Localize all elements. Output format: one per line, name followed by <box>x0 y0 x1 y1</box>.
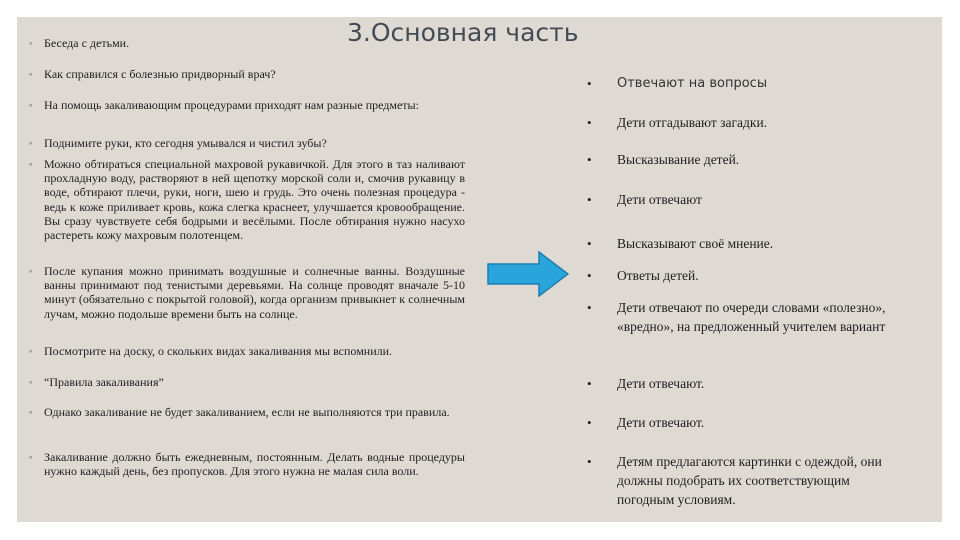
right-item-text: Дети отвечают по очереди словами «полезно», «вредно», на предложенный учителем вариант <box>617 300 886 334</box>
left-item-text: “Правила закаливания” <box>44 375 164 389</box>
right-column-list <box>587 17 927 522</box>
left-item-text: Закаливание должно быть ежедневным, постоянным. Делать водные процедуры нужно каждый день, без пропусков. Для этого нужна не малая сила воли. <box>44 450 465 479</box>
slide-title: 3.Основная часть <box>347 18 579 47</box>
left-item-text: После купания можно принимать воздушные и солнечные ванны. Воздушные ванны принимают под тенистыми деревьями. На солнце проводят вначале 5-10 минут (обязательно с покрытой головой), когда организм привыкнет к солнечным лучам, можно подольше времени быть на солнце. <box>44 264 465 321</box>
dot-bullet-icon: • <box>587 268 592 283</box>
right-list-item <box>587 150 907 169</box>
circle-bullet-icon: ◦ <box>29 100 33 110</box>
right-item-text: Высказывают своё мнение. <box>617 236 774 251</box>
right-list-item <box>587 234 907 253</box>
left-list-item <box>29 264 465 321</box>
right-item-text: Отвечают на вопросы <box>617 76 768 91</box>
circle-bullet-icon: ◦ <box>29 346 33 356</box>
right-list-item <box>587 113 907 132</box>
right-list-item <box>587 452 907 509</box>
left-column-list <box>17 17 517 522</box>
right-item-text: Ответы детей. <box>617 268 699 283</box>
right-item-text: Дети отгадывают загадки. <box>617 115 768 130</box>
dot-bullet-icon: • <box>587 236 592 251</box>
left-item-text: Посмотрите на доску, о скольких видах закаливания мы вспомнили. <box>44 344 393 358</box>
dot-bullet-icon: • <box>587 300 592 315</box>
left-item-text: Однако закаливание не будет закаливанием, если не выполняются три правила. <box>44 405 450 419</box>
circle-bullet-icon: ◦ <box>29 138 33 148</box>
right-item-text: Детям предлагаются картинки с одеждой, они должны подобрать их соответствующим погодным условиям. <box>617 454 882 507</box>
right-list-item <box>587 74 907 93</box>
circle-bullet-icon: ◦ <box>29 69 33 79</box>
right-list-item <box>587 190 907 209</box>
circle-bullet-icon: ◦ <box>29 407 33 417</box>
left-item-text: Беседа с детьми. <box>44 36 130 50</box>
left-item-text: Как справился с болезнью придворный врач? <box>44 67 276 81</box>
right-list-item <box>587 298 907 336</box>
right-item-text: Дети отвечают. <box>617 415 705 430</box>
dot-bullet-icon: • <box>587 152 592 167</box>
left-item-text: Поднимите руки, кто сегодня умывался и чистил зубы? <box>44 136 327 150</box>
right-list-item <box>587 374 907 393</box>
right-item-text: Дети отвечают. <box>617 376 705 391</box>
dot-bullet-icon: • <box>587 454 592 469</box>
circle-bullet-icon: ◦ <box>29 159 33 169</box>
right-list-item <box>587 266 907 285</box>
dot-bullet-icon: • <box>587 376 592 391</box>
slide <box>17 17 942 522</box>
left-list-item <box>29 157 465 242</box>
left-list-item <box>29 405 465 419</box>
left-list-item <box>29 67 465 81</box>
left-list-item <box>29 344 465 358</box>
dot-bullet-icon: • <box>587 115 592 130</box>
right-list-item <box>587 413 907 432</box>
right-item-text: Высказывание детей. <box>617 152 740 167</box>
right-arrow-icon <box>487 251 569 297</box>
circle-bullet-icon: ◦ <box>29 266 33 276</box>
dot-bullet-icon: • <box>587 192 592 207</box>
left-item-text: Можно обтираться специальной махровой рукавичкой. Для этого в таз наливают прохладную воду, растворяют в ней щепотку морской соли и, смочив рукавицу в воде, обтирают плечи, руки, ноги, шею и грудь. Это очень полезная процедура - ведь к коже приливает кровь, кожа слегка краснеет, улучшается кровообращение. Вы сразу чувствуете себя бодрыми и весёлыми. После обтирания нужно насухо растереть кожу махровым полотенцем. <box>44 157 465 243</box>
circle-bullet-icon: ◦ <box>29 452 33 462</box>
left-item-text: На помощь закаливающим процедурами приходят нам разные предметы: <box>44 98 419 112</box>
dot-bullet-icon: • <box>587 415 592 430</box>
circle-bullet-icon: ◦ <box>29 377 33 387</box>
dot-bullet-icon: • <box>587 76 592 91</box>
right-item-text: Дети отвечают <box>617 192 702 207</box>
left-list-item <box>29 136 465 150</box>
circle-bullet-icon: ◦ <box>29 38 33 48</box>
left-list-item <box>29 98 465 112</box>
left-list-item <box>29 450 465 478</box>
left-list-item <box>29 36 465 50</box>
left-list-item <box>29 375 465 389</box>
